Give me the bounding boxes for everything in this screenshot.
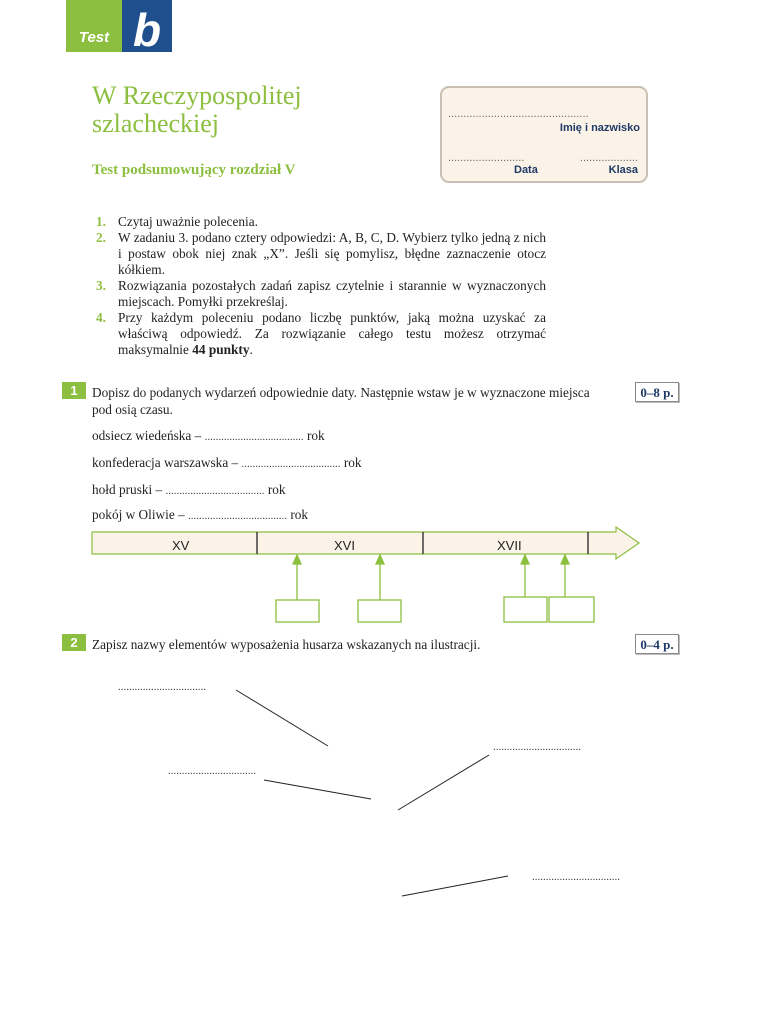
date-label: Data: [514, 164, 538, 176]
instruction-text: Rozwiązania pozostałych zadań zapisz czytelnie i starannie w wyznaczonych miejscach. Pomyłki przekreślaj.: [118, 278, 546, 309]
pointer-head: [521, 555, 529, 564]
instructions-list: [96, 214, 546, 358]
event-row: [92, 428, 325, 444]
answer-dots-2[interactable]: ................................: [168, 765, 256, 777]
class-dots[interactable]: ...................: [579, 152, 638, 164]
answer-dots[interactable]: ....................................: [204, 431, 304, 443]
class-label: Klasa: [608, 164, 638, 176]
instruction-text-end: .: [249, 342, 253, 357]
publisher-logo: b: [122, 0, 172, 52]
answer-dots[interactable]: ....................................: [188, 510, 288, 522]
task-1-points: 0–8 p.: [635, 382, 679, 402]
event-row: [92, 455, 362, 471]
instruction-text: [118, 310, 546, 358]
label-pointer-line: [264, 780, 371, 799]
event-name: odsiecz wiedeńska –: [92, 428, 202, 443]
date-answer-box[interactable]: [276, 600, 319, 622]
instruction-number: 2.: [96, 230, 106, 245]
instruction-text: W zadaniu 3. podano cztery odpowiedzi: A, B, C, D. Wybierz tylko jedną z nich i postaw obok niej znak „X”. Jeśli się pomylisz, błędne zaznaczenie otocz kółkiem.: [118, 230, 546, 277]
answer-dots[interactable]: ....................................: [241, 458, 341, 470]
label-pointer-line: [402, 876, 508, 896]
date-answer-box[interactable]: [504, 597, 547, 622]
instruction-text-part: Przy każdym poleceniu podano liczbę punktów, jaką można uzyskać za właściwą odpowiedź. Za rozwiązanie całego testu możesz otrzymać maksymalnie: [118, 310, 546, 357]
task-2-points: 0–4 p.: [635, 634, 679, 654]
instruction-number: 3.: [96, 278, 106, 293]
task-number: 2: [62, 634, 86, 651]
instruction-text: Czytaj uważnie polecenia.: [118, 214, 258, 229]
task-2-text: Zapisz nazwy elementów wyposażenia husarza wskazanych na ilustracji.: [92, 637, 481, 652]
answer-dots-1[interactable]: ................................: [118, 681, 206, 693]
label-pointer-line: [236, 690, 328, 746]
century-label: XVII: [497, 538, 522, 553]
task-number: 1: [62, 382, 86, 399]
date-answer-box[interactable]: [549, 597, 594, 622]
event-suffix: rok: [306, 428, 325, 443]
event-suffix: rok: [290, 507, 309, 522]
instruction-max-points: 44 punkty: [192, 342, 250, 357]
event-row: [92, 482, 286, 498]
instruction-item: [96, 278, 546, 310]
instruction-item: [96, 214, 546, 230]
page-title: W Rzeczypospolitej szlacheckiej: [92, 81, 302, 138]
century-label: XVI: [334, 538, 355, 553]
pointer-head: [376, 555, 384, 564]
page-subtitle: Test podsumowujący rozdział V: [92, 162, 296, 178]
century-label: XV: [172, 538, 190, 553]
instruction-item: [96, 310, 546, 358]
timeline: [0, 520, 768, 630]
date-answer-box[interactable]: [358, 600, 401, 622]
label-pointer-line: [398, 755, 489, 810]
event-name: hołd pruski –: [92, 482, 163, 497]
test-badge: Test: [66, 0, 122, 52]
date-dots[interactable]: .........................: [448, 152, 525, 164]
task-1-text: Dopisz do podanych wydarzeń odpowiednie daty. Następnie wstaw je w wyznaczone miejsca pod osią czasu.: [92, 385, 590, 417]
instruction-number: 1.: [96, 214, 106, 229]
answer-dots[interactable]: ....................................: [165, 485, 265, 497]
name-label: Imię i nazwisko: [559, 122, 640, 134]
name-dots[interactable]: ..............................................: [448, 108, 589, 120]
event-name: pokój w Oliwie –: [92, 507, 185, 522]
instruction-number: 4.: [96, 310, 106, 325]
instruction-item: [96, 230, 546, 278]
pointer-head: [561, 555, 569, 564]
event-suffix: rok: [267, 482, 286, 497]
student-info-box: [440, 86, 648, 183]
answer-dots-3[interactable]: ................................: [493, 741, 581, 753]
illustration-pointers: [0, 660, 768, 920]
event-name: konfederacja warszawska –: [92, 455, 239, 470]
event-suffix: rok: [343, 455, 362, 470]
pointer-head: [293, 555, 301, 564]
answer-dots-4[interactable]: ................................: [532, 871, 620, 883]
